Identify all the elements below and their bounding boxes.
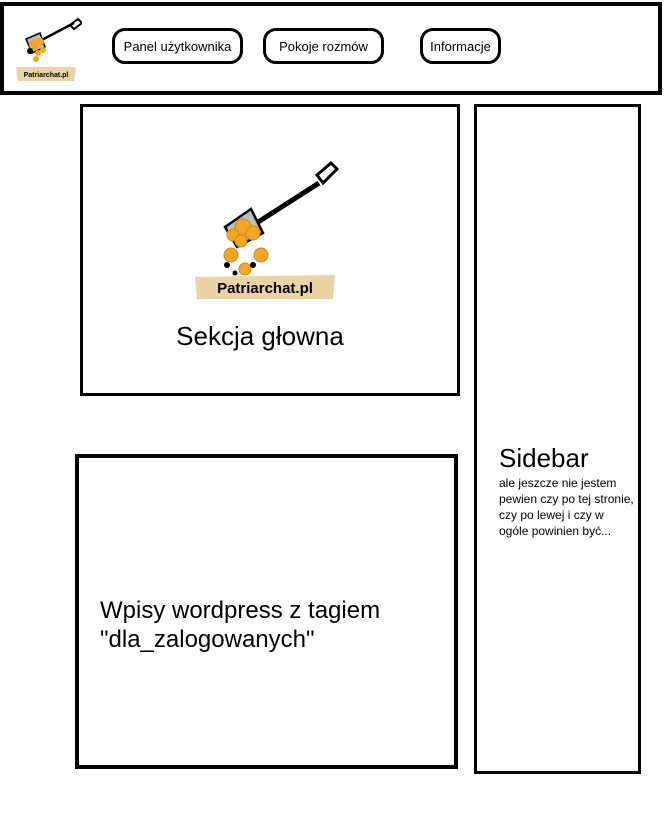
nav-user-panel-button[interactable]	[112, 28, 243, 64]
sidebar-title: Sidebar	[499, 443, 589, 473]
nav-chat-rooms-label: Pokoje rozmów	[279, 38, 368, 54]
posts-section	[75, 454, 458, 769]
nav-chat-rooms-button[interactable]	[263, 28, 384, 64]
posts-description-line-2: "dla_zalogowanych"	[100, 626, 315, 653]
site-logo[interactable]	[12, 15, 82, 83]
posts-description-line-1: Wpisy wordpress z tagiem	[100, 597, 381, 624]
nav-info-button[interactable]	[420, 28, 501, 64]
shovel-logo-large-icon	[195, 149, 339, 299]
header-bar	[0, 2, 662, 95]
sidebar-note: ale jeszcze nie jestem pewien czy po tej stronie, czy po lewej i czy w ogóle powinien być...	[499, 476, 634, 538]
nav-info-label: Informacje	[430, 38, 491, 54]
main-logo-text: Patriarchat.pl	[217, 280, 313, 297]
nav-user-panel-label: Panel użytkownika	[123, 38, 232, 54]
main-section-title: Sekcja głowna	[176, 321, 344, 351]
sidebar	[474, 104, 641, 774]
main-logo	[195, 149, 339, 299]
shovel-logo-icon	[12, 15, 82, 83]
posts-description	[100, 596, 420, 654]
site-logo-text: Patriarchat.pl	[23, 72, 69, 79]
main-section	[80, 104, 460, 396]
